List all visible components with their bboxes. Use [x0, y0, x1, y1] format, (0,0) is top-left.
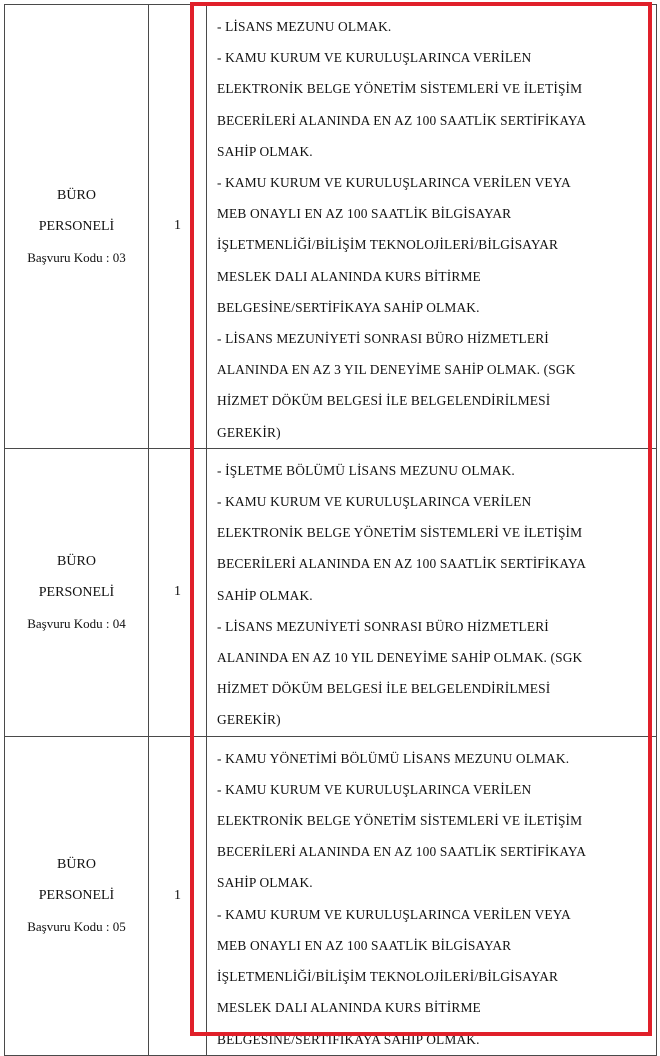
position-count: 1: [149, 736, 207, 1055]
requirement-line: MESLEK DALI ALANINDA KURS BİTİRME: [217, 1000, 481, 1016]
requirement-line: ELEKTRONİK BELGE YÖNETİM SİSTEMLERİ VE İLETİŞİM: [217, 525, 583, 541]
requirement-line: MEB ONAYLI EN AZ 100 SAATLİK BİLGİSAYAR: [217, 206, 512, 222]
position-title-line1: BÜRO: [57, 187, 96, 203]
requirement-line: BECERİLERİ ALANINDA EN AZ 100 SAATLİK SERTİFİKAYA: [217, 112, 587, 128]
table-row: [5, 736, 657, 1055]
requirements-list: [217, 11, 652, 448]
requirement-line: BECERİLERİ ALANINDA EN AZ 100 SAATLİK SERTİFİKAYA: [217, 556, 587, 572]
requirement-line: HİZMET DÖKÜM BELGESİ İLE BELGELENDİRİLMESİ: [217, 681, 551, 697]
requirement-line: - KAMU KURUM VE KURULUŞLARINCA VERİLEN VEYA: [217, 906, 571, 922]
requirement-line: - KAMU YÖNETİMİ BÖLÜMÜ LİSANS MEZUNU OLMAK.: [217, 750, 570, 766]
requirement-line: SAHİP OLMAK.: [217, 875, 313, 891]
application-code: Başvuru Kodu : 03: [27, 249, 126, 265]
job-requirements-table: [4, 4, 657, 1056]
position-title-line2: PERSONELİ: [38, 218, 115, 234]
position-cell: [5, 736, 149, 1055]
requirements-list: [217, 455, 652, 736]
table-row: [5, 448, 657, 736]
table-body: [5, 5, 657, 1056]
requirement-line: MEB ONAYLI EN AZ 100 SAATLİK BİLGİSAYAR: [217, 937, 512, 953]
requirement-line: İŞLETMENLİĞİ/BİLİŞİM TEKNOLOJİLERİ/BİLGİSAYAR: [217, 969, 559, 985]
requirement-line: İŞLETMENLİĞİ/BİLİŞİM TEKNOLOJİLERİ/BİLGİSAYAR: [217, 237, 559, 253]
requirements-cell: [207, 448, 657, 736]
position-count: 1: [149, 448, 207, 736]
requirement-line: BELGESİNE/SERTİFİKAYA SAHİP OLMAK.: [217, 299, 480, 315]
requirement-line: - İŞLETME BÖLÜMÜ LİSANS MEZUNU OLMAK.: [217, 462, 515, 478]
requirement-line: GEREKİR): [217, 424, 281, 440]
requirement-line: BELGESİNE/SERTİFİKAYA SAHİP OLMAK.: [217, 1031, 480, 1047]
requirement-line: BECERİLERİ ALANINDA EN AZ 100 SAATLİK SERTİFİKAYA: [217, 844, 587, 860]
requirement-line: ALANINDA EN AZ 3 YIL DENEYİME SAHİP OLMAK. (SGK: [217, 362, 576, 378]
requirement-line: HİZMET DÖKÜM BELGESİ İLE BELGELENDİRİLMESİ: [217, 393, 551, 409]
requirement-line: ALANINDA EN AZ 10 YIL DENEYİME SAHİP OLMAK. (SGK: [217, 650, 583, 666]
position-cell: [5, 5, 149, 449]
requirement-line: - LİSANS MEZUNU OLMAK.: [217, 19, 392, 34]
requirement-line: - KAMU KURUM VE KURULUŞLARINCA VERİLEN VEYA: [217, 175, 571, 191]
requirements-cell: [207, 736, 657, 1055]
requirement-line: - LİSANS MEZUNİYETİ SONRASI BÜRO HİZMETLERİ: [217, 618, 549, 634]
requirement-line: SAHİP OLMAK.: [217, 587, 313, 603]
application-code: Başvuru Kodu : 04: [27, 615, 126, 631]
requirements-list: [217, 743, 652, 1055]
requirement-line: - KAMU KURUM VE KURULUŞLARINCA VERİLEN: [217, 494, 532, 510]
requirement-line: - LİSANS MEZUNİYETİ SONRASI BÜRO HİZMETLERİ: [217, 331, 549, 347]
requirement-line: - KAMU KURUM VE KURULUŞLARINCA VERİLEN: [217, 781, 532, 797]
application-code: Başvuru Kodu : 05: [27, 919, 126, 935]
requirement-line: GEREKİR): [217, 712, 281, 728]
requirement-line: SAHİP OLMAK.: [217, 143, 313, 159]
requirement-line: - KAMU KURUM VE KURULUŞLARINCA VERİLEN: [217, 50, 532, 66]
requirement-line: ELEKTRONİK BELGE YÖNETİM SİSTEMLERİ VE İLETİŞİM: [217, 81, 583, 97]
position-cell: [5, 448, 149, 736]
table-row: [5, 5, 657, 449]
position-title-line1: BÜRO: [57, 857, 96, 873]
position-count: 1: [149, 5, 207, 449]
requirements-cell: [207, 5, 657, 449]
requirement-line: ELEKTRONİK BELGE YÖNETİM SİSTEMLERİ VE İLETİŞİM: [217, 813, 583, 829]
position-title-line2: PERSONELİ: [38, 888, 115, 904]
position-title-line2: PERSONELİ: [38, 584, 115, 600]
requirement-line: MESLEK DALI ALANINDA KURS BİTİRME: [217, 268, 481, 284]
position-title-line1: BÜRO: [57, 553, 96, 569]
